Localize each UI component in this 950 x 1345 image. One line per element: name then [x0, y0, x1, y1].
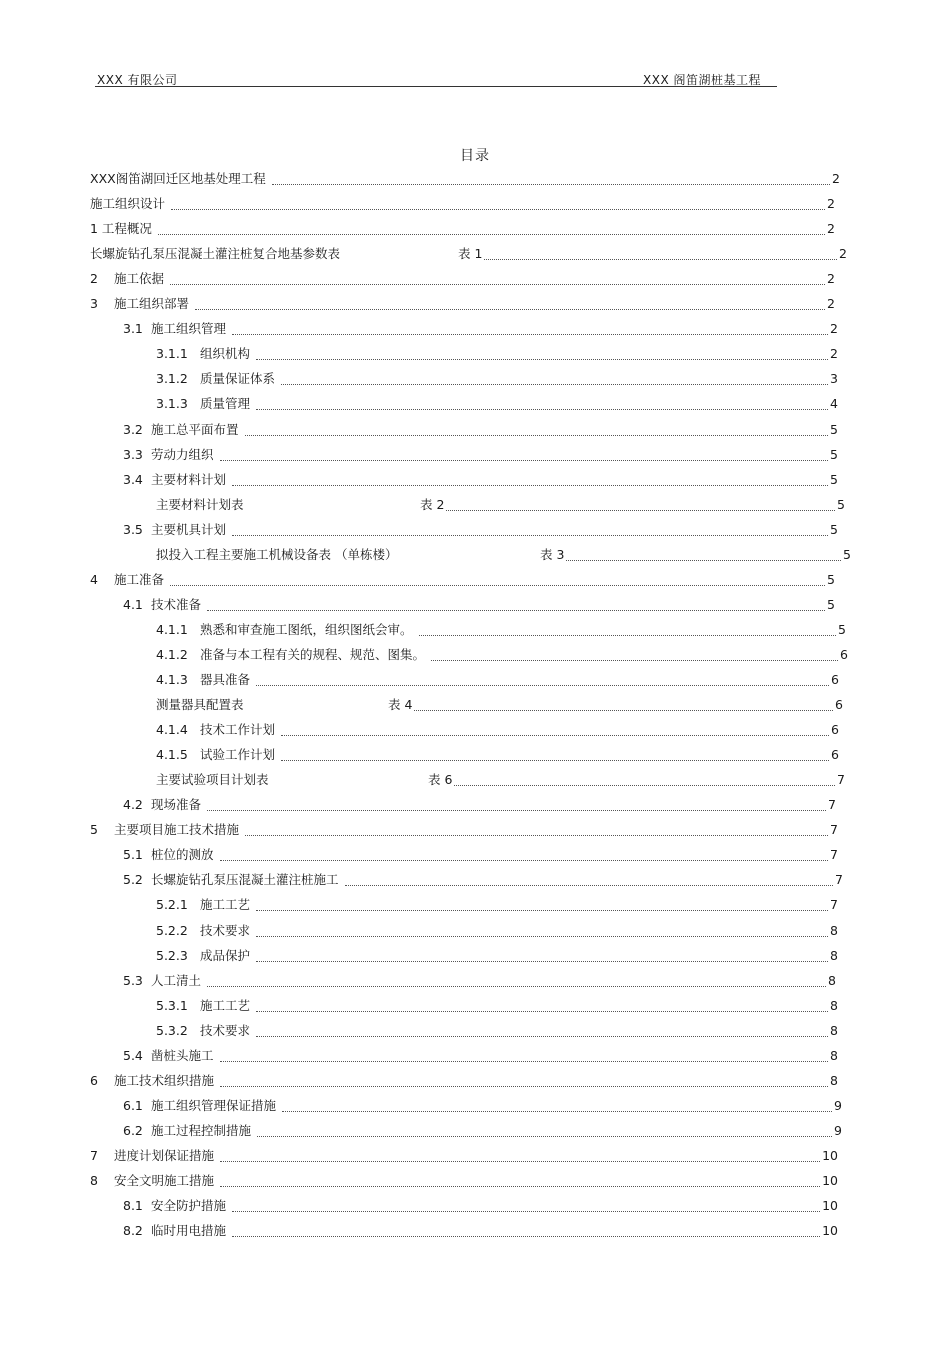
toc-entry[interactable]	[156, 1022, 838, 1040]
toc-entry-title: 拟投入工程主要施工机械设备表 （单栋楼）	[156, 547, 398, 562]
toc-entry-title: 施工组织管理保证措施	[151, 1098, 277, 1113]
toc-entry-title: 长螺旋钻孔泵压混凝土灌注桩复合地基参数表	[90, 246, 341, 261]
toc-entry-title: 主要项目施工技术措施	[114, 822, 240, 837]
toc-entry-number: 5.3.2	[156, 1023, 188, 1038]
toc-entry-title: 组织机构	[200, 346, 251, 361]
toc-dot-leader	[170, 584, 825, 586]
toc-dot-leader	[220, 1185, 820, 1187]
toc-entry-title: 熟悉和审查施工图纸，组织图纸会审。	[200, 622, 413, 637]
toc-dot-leader	[232, 484, 828, 486]
toc-entry-page: 7	[837, 772, 845, 787]
toc-entry-title: 施工准备	[114, 572, 165, 587]
toc-entry-title: 主要材料计划表	[156, 497, 244, 512]
toc-entry-title: 成品保护	[200, 948, 251, 963]
toc-entry-number: 4.1.1	[156, 622, 188, 637]
toc-dot-leader	[281, 383, 828, 385]
toc-entry-page: 2	[827, 296, 835, 311]
toc-entry[interactable]	[156, 771, 845, 789]
toc-entry-page: 4	[830, 396, 838, 411]
toc-entry[interactable]	[156, 721, 839, 739]
toc-entry-title: 施工过程控制措施	[151, 1123, 252, 1138]
toc-entry[interactable]	[90, 571, 835, 589]
toc-entry-number: 3.1.2	[156, 371, 188, 386]
toc-entry-page: 7	[828, 797, 836, 812]
toc-entry[interactable]	[123, 521, 838, 539]
toc-entry-title: 施工组织设计	[90, 196, 166, 211]
toc-entry-page: 8	[828, 973, 836, 988]
toc-dot-leader	[207, 809, 826, 811]
toc-entry-title: 凿桩头施工	[151, 1048, 214, 1063]
toc-entry-page: 5	[830, 447, 838, 462]
toc-entry[interactable]	[90, 295, 835, 313]
toc-entry-title: 人工清土	[151, 973, 202, 988]
toc-entry-title: 技术要求	[200, 1023, 251, 1038]
toc-entry-page: 7	[835, 872, 843, 887]
toc-dot-leader	[232, 1210, 820, 1212]
toc-entry[interactable]	[90, 245, 847, 263]
toc-entry-number: 3.1	[123, 321, 143, 336]
toc-entry-table-label: 表 6	[428, 772, 453, 787]
toc-dot-leader	[446, 509, 835, 511]
toc-dot-leader	[220, 1085, 828, 1087]
toc-entry-page: 7	[830, 847, 838, 862]
header-company: XXX 有限公司	[97, 73, 178, 87]
toc-entry-page: 8	[830, 923, 838, 938]
toc-dot-leader	[414, 709, 833, 711]
toc-entry[interactable]	[123, 421, 838, 439]
toc-dot-leader	[171, 208, 825, 210]
toc-entry-page: 10	[822, 1148, 838, 1163]
toc-entry-title: 安全文明施工措施	[114, 1173, 215, 1188]
toc-dot-leader	[281, 759, 829, 761]
toc-entry-number: 3.5	[123, 522, 143, 537]
toc-entry-number: 5.1	[123, 847, 143, 862]
toc-entry-page: 5	[827, 597, 835, 612]
toc-entry-page: 5	[830, 422, 838, 437]
toc-dot-leader	[207, 985, 826, 987]
toc-entry[interactable]	[123, 972, 836, 990]
toc-entry-number: 6	[90, 1073, 98, 1088]
toc-entry[interactable]	[156, 370, 838, 388]
toc-entry[interactable]	[90, 1147, 838, 1165]
toc-entry[interactable]	[156, 646, 848, 664]
toc-entry-page: 5	[843, 547, 851, 562]
toc-entry[interactable]	[123, 846, 838, 864]
toc-dot-leader	[170, 283, 825, 285]
toc-entry-page: 8	[830, 1023, 838, 1038]
toc-entry-page: 10	[822, 1173, 838, 1188]
toc-entry-title: 劳动力组织	[151, 447, 214, 462]
toc-dot-leader	[256, 935, 828, 937]
toc-dot-leader	[345, 884, 833, 886]
toc-entry[interactable]	[123, 596, 835, 614]
toc-entry-number: 4.1.2	[156, 647, 188, 662]
toc-dot-leader	[566, 559, 841, 561]
toc-entry-title: 桩位的测放	[151, 847, 214, 862]
toc-dot-leader	[256, 960, 828, 962]
toc-entry-number: 5.2.3	[156, 948, 188, 963]
toc-dot-leader	[256, 1035, 828, 1037]
toc-entry-page: 2	[839, 246, 847, 261]
toc-dot-leader	[256, 358, 828, 360]
toc-dot-leader	[282, 1110, 832, 1112]
toc-entry[interactable]	[123, 320, 838, 338]
toc-entry-page: 2	[827, 196, 835, 211]
toc-dot-leader	[431, 659, 838, 661]
toc-entry-page: 9	[834, 1123, 842, 1138]
toc-dot-leader	[158, 233, 825, 235]
toc-entry-title: 施工组织部署	[114, 296, 190, 311]
header-project: XXX 阁笛湖桩基工程	[643, 73, 761, 87]
toc-entry-number: 2	[90, 271, 98, 286]
toc-entry-number: 4	[90, 572, 98, 587]
toc-entry-number: 4.1	[123, 597, 143, 612]
toc-dot-leader	[454, 784, 835, 786]
toc-entry-title: 施工总平面布置	[151, 422, 239, 437]
toc-entry-title: 技术要求	[200, 923, 251, 938]
toc-entry[interactable]	[123, 796, 836, 814]
toc-dot-leader	[245, 434, 828, 436]
toc-entry[interactable]	[156, 621, 846, 639]
toc-entry-table-label: 表 4	[388, 697, 413, 712]
toc-entry-number: 5.3	[123, 973, 143, 988]
toc-entry-number: 5.2.2	[156, 923, 188, 938]
toc-entry-title: 准备与本工程有关的规程、规范、图集。	[200, 647, 426, 662]
toc-entry-number: 3	[90, 296, 98, 311]
toc-entry-page: 5	[830, 472, 838, 487]
toc-entry[interactable]	[90, 270, 835, 288]
toc-entry-number: 8	[90, 1173, 98, 1188]
toc-entry[interactable]	[156, 395, 838, 413]
toc-entry-title: 主要机具计划	[151, 522, 227, 537]
toc-entry-table-label: 表 3	[540, 547, 565, 562]
toc-entry-number: 5.4	[123, 1048, 143, 1063]
toc-entry-number: 4.2	[123, 797, 143, 812]
toc-dot-leader	[232, 534, 828, 536]
toc-entry-page: 7	[830, 822, 838, 837]
toc-entry[interactable]	[90, 821, 838, 839]
toc-entry-page: 5	[827, 572, 835, 587]
toc-entry-page: 6	[831, 672, 839, 687]
toc-entry-page: 8	[830, 948, 838, 963]
toc-dot-leader	[232, 1235, 820, 1237]
toc-entry-title: 试验工作计划	[200, 747, 276, 762]
toc-entry[interactable]	[123, 446, 838, 464]
toc-entry-title: 施工依据	[114, 271, 165, 286]
toc-entry-title: 临时用电措施	[151, 1223, 227, 1238]
toc-entry-number: 3.3	[123, 447, 143, 462]
toc-dot-leader	[257, 1135, 832, 1137]
toc-entry-page: 6	[840, 647, 848, 662]
toc-entry-number: 4.1.3	[156, 672, 188, 687]
toc-title: 目录	[460, 148, 490, 164]
toc-entry-page: 5	[837, 497, 845, 512]
toc-entry[interactable]	[156, 922, 838, 940]
toc-entry-table-label: 表 2	[420, 497, 445, 512]
toc-entry-number: 6.1	[123, 1098, 143, 1113]
toc-entry[interactable]	[90, 220, 835, 238]
toc-entry-title: 质量管理	[200, 396, 251, 411]
toc-entry-number: 5.3.1	[156, 998, 188, 1013]
toc-entry-number: 7	[90, 1148, 98, 1163]
toc-entry-number: 3.2	[123, 422, 143, 437]
toc-entry[interactable]	[123, 1097, 842, 1115]
toc-entry-page: 2	[827, 221, 835, 236]
toc-entry-number: 5	[90, 822, 98, 837]
toc-entry[interactable]	[156, 546, 851, 564]
toc-entry[interactable]	[90, 170, 840, 188]
toc-dot-leader	[484, 258, 837, 260]
toc-entry-page: 2	[832, 171, 840, 186]
toc-entry-number: 5.2	[123, 872, 143, 887]
toc-entry-page: 8	[830, 1048, 838, 1063]
toc-entry-page: 7	[830, 897, 838, 912]
toc-entry-number: 5.2.1	[156, 897, 188, 912]
toc-dot-leader	[256, 408, 828, 410]
toc-dot-leader	[245, 834, 828, 836]
toc-entry-page: 5	[830, 522, 838, 537]
toc-dot-leader	[272, 183, 830, 185]
toc-entry-number: 6.2	[123, 1123, 143, 1138]
toc-entry-page: 6	[831, 722, 839, 737]
toc-entry-title: 施工工艺	[200, 998, 251, 1013]
toc-entry-number: 3.1.3	[156, 396, 188, 411]
toc-entry-table-label: 表 1	[458, 246, 483, 261]
toc-entry-page: 2	[827, 271, 835, 286]
toc-entry-title: 安全防护措施	[151, 1198, 227, 1213]
toc-entry-title: 1 工程概况	[90, 221, 152, 236]
toc-entry[interactable]	[123, 1047, 838, 1065]
toc-entry-page: 9	[834, 1098, 842, 1113]
toc-entry-number: 3.1.1	[156, 346, 188, 361]
toc-entry[interactable]	[123, 1222, 838, 1240]
toc-entry-title: 主要试验项目计划表	[156, 772, 269, 787]
toc-dot-leader	[220, 459, 828, 461]
toc-entry-page: 8	[830, 998, 838, 1013]
toc-entry-page: 6	[835, 697, 843, 712]
toc-entry-title: 主要材料计划	[151, 472, 227, 487]
toc-entry-title: 施工工艺	[200, 897, 251, 912]
toc-entry-page: 8	[830, 1073, 838, 1088]
toc-entry[interactable]	[156, 896, 838, 914]
toc-entry-title: 质量保证体系	[200, 371, 276, 386]
toc-entry[interactable]	[156, 671, 839, 689]
toc-entry[interactable]	[123, 871, 843, 889]
toc-entry[interactable]	[123, 471, 838, 489]
toc-dot-leader	[281, 734, 829, 736]
toc-entry-page: 2	[830, 346, 838, 361]
toc-entry[interactable]	[156, 947, 838, 965]
toc-dot-leader	[195, 308, 825, 310]
toc-entry-title: 技术准备	[151, 597, 202, 612]
toc-entry-page: 2	[830, 321, 838, 336]
toc-entry-number: 3.4	[123, 472, 143, 487]
toc-dot-leader	[256, 1010, 828, 1012]
toc-entry-page: 3	[830, 371, 838, 386]
toc-entry-page: 10	[822, 1198, 838, 1213]
toc-entry-number: 8.2	[123, 1223, 143, 1238]
toc-dot-leader	[256, 909, 828, 911]
toc-entry-title: 长螺旋钻孔泵压混凝土灌注桩施工	[151, 872, 339, 887]
toc-entry[interactable]	[156, 746, 839, 764]
toc-dot-leader	[232, 333, 828, 335]
toc-entry-page: 6	[831, 747, 839, 762]
toc-entry-title: 施工组织管理	[151, 321, 227, 336]
toc-dot-leader	[207, 609, 825, 611]
toc-entry-number: 4.1.4	[156, 722, 188, 737]
toc-entry-page: 5	[838, 622, 846, 637]
toc-entry-number: 4.1.5	[156, 747, 188, 762]
toc-entry[interactable]	[123, 1197, 838, 1215]
toc-dot-leader	[256, 684, 829, 686]
toc-entry-page: 10	[822, 1223, 838, 1238]
toc-entry-title: 进度计划保证措施	[114, 1148, 215, 1163]
toc-dot-leader	[220, 1060, 828, 1062]
toc-entry-title: 施工技术组织措施	[114, 1073, 215, 1088]
toc-entry[interactable]	[156, 696, 843, 714]
toc-entry-title: XXX阁笛湖回迁区地基处理工程	[90, 171, 266, 186]
toc-entry-title: 器具准备	[200, 672, 251, 687]
toc-dot-leader	[220, 1160, 820, 1162]
toc-entry[interactable]	[156, 496, 845, 514]
toc-dot-leader	[419, 634, 836, 636]
toc-dot-leader	[220, 859, 828, 861]
toc-entry[interactable]	[156, 997, 838, 1015]
toc-entry[interactable]	[90, 1172, 838, 1190]
toc-entry-number: 8.1	[123, 1198, 143, 1213]
toc-entry-title: 测量器具配置表	[156, 697, 244, 712]
toc-entry[interactable]	[90, 1072, 838, 1090]
toc-entry[interactable]	[156, 345, 838, 363]
toc-entry-title: 技术工作计划	[200, 722, 276, 737]
toc-entry-title: 现场准备	[151, 797, 202, 812]
toc-entry[interactable]	[90, 195, 835, 213]
toc-entry[interactable]	[123, 1122, 842, 1140]
